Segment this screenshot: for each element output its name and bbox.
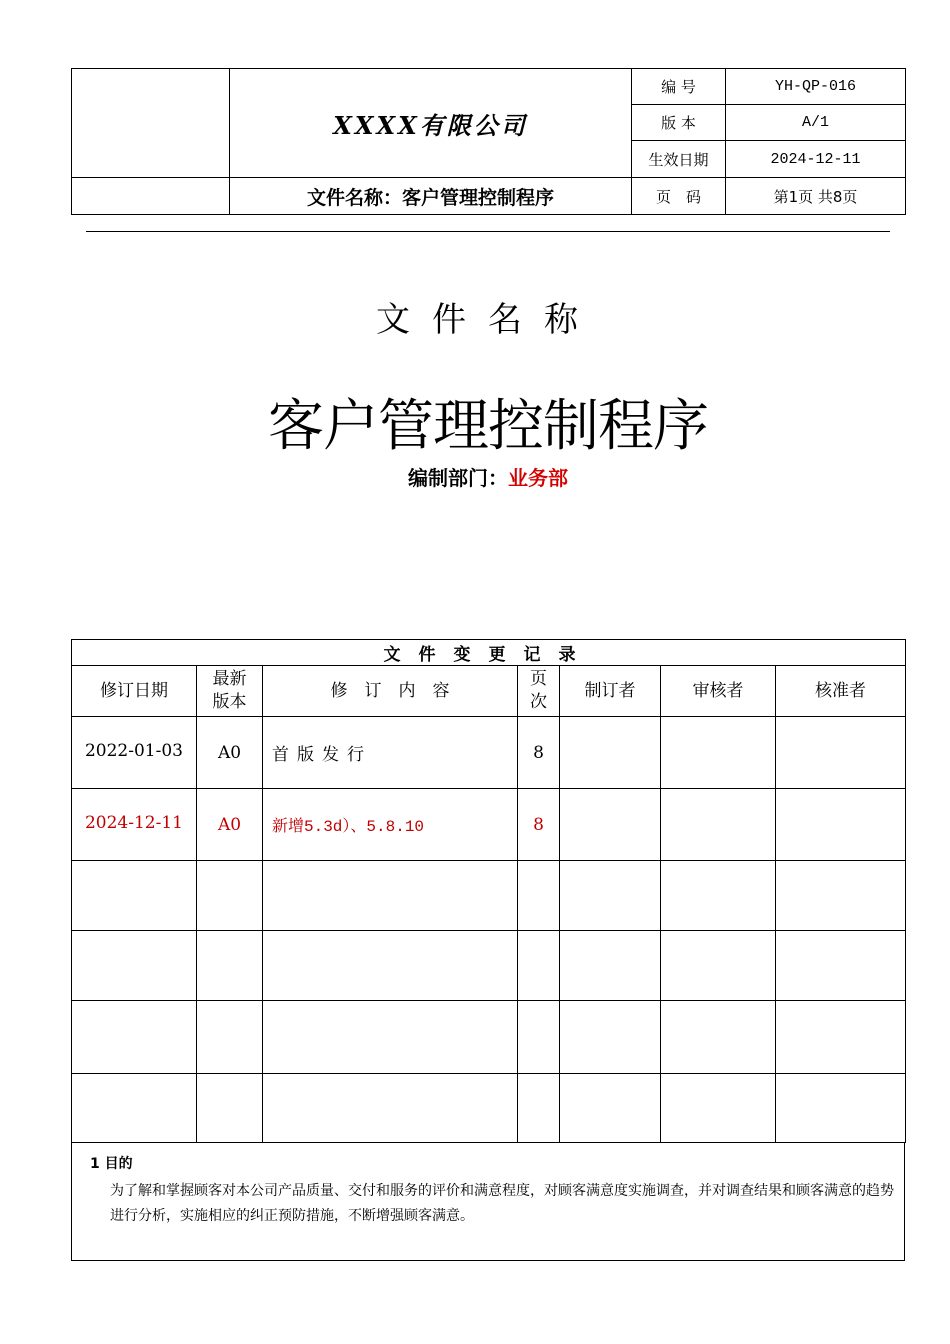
row-date: 2024-12-11 [72, 789, 197, 861]
row-pages: 8 [518, 717, 560, 789]
row-version: A0 [197, 717, 263, 789]
header-divider [86, 231, 890, 232]
col-header-approver: 核准者 [776, 666, 906, 717]
logo-area-bottom [72, 178, 230, 215]
table-row [72, 717, 906, 789]
row-approver [776, 717, 906, 789]
table-row-empty [72, 1001, 906, 1074]
version-value: A/1 [726, 105, 906, 141]
change-record-table [71, 639, 906, 1143]
department-label: 编制部门： [408, 466, 508, 490]
col-header-reviewer: 审核者 [661, 666, 776, 717]
purpose-heading: 1 目的 [90, 1156, 133, 1172]
row-version: A0 [197, 789, 263, 861]
col-header-date: 修订日期 [72, 666, 197, 717]
department-value: 业务部 [508, 466, 568, 490]
row-reviewer [661, 717, 776, 789]
effective-date-value: 2024-12-11 [726, 141, 906, 178]
table-row-empty [72, 861, 906, 931]
row-author [560, 789, 661, 861]
table-row [72, 789, 906, 861]
purpose-section [71, 1142, 905, 1261]
version-label: 版 本 [632, 105, 726, 141]
table-row-empty [72, 1074, 906, 1143]
row-reviewer [661, 789, 776, 861]
logo-area [72, 69, 230, 178]
col-header-author: 制订者 [560, 666, 661, 717]
effective-date-label: 生效日期 [632, 141, 726, 178]
change-record-header-row [72, 666, 906, 717]
row-content: 首版发行 [263, 717, 518, 789]
col-header-content: 修 订 内 容 [263, 666, 518, 717]
page-label: 页 码 [632, 178, 726, 215]
row-author [560, 717, 661, 789]
document-name-line: 文件名称：客户管理控制程序 [230, 178, 632, 215]
cover-title: 客户管理控制程序 [268, 394, 708, 459]
page-value: 第1页 共8页 [726, 178, 906, 215]
department-line [0, 462, 950, 491]
row-approver [776, 789, 906, 861]
table-row-empty [72, 931, 906, 1001]
document-header-table [71, 68, 906, 215]
doc-number-value: YH-QP-016 [726, 69, 906, 105]
row-content: 新增5.3d）、5.8.10 [263, 789, 518, 861]
change-record-title: 文件变更记录 [72, 640, 906, 666]
row-pages: 8 [518, 789, 560, 861]
doc-number-label: 编 号 [632, 69, 726, 105]
purpose-text: 为了解和掌握顾客对本公司产品质量、交付和服务的评价和满意程度，对顾客满意度实施调查，并对调查结果和顾客满意的趋势进行分析，实施相应的纠正预防措施，不断增强顾客满意。 [110, 1183, 894, 1224]
col-header-version: 最新版本 [197, 666, 263, 717]
company-name: XXXX有限公司 [230, 69, 632, 178]
col-header-pages: 页次 [518, 666, 560, 717]
row-date: 2022-01-03 [72, 717, 197, 789]
cover-label: 文件名称 [376, 300, 600, 340]
